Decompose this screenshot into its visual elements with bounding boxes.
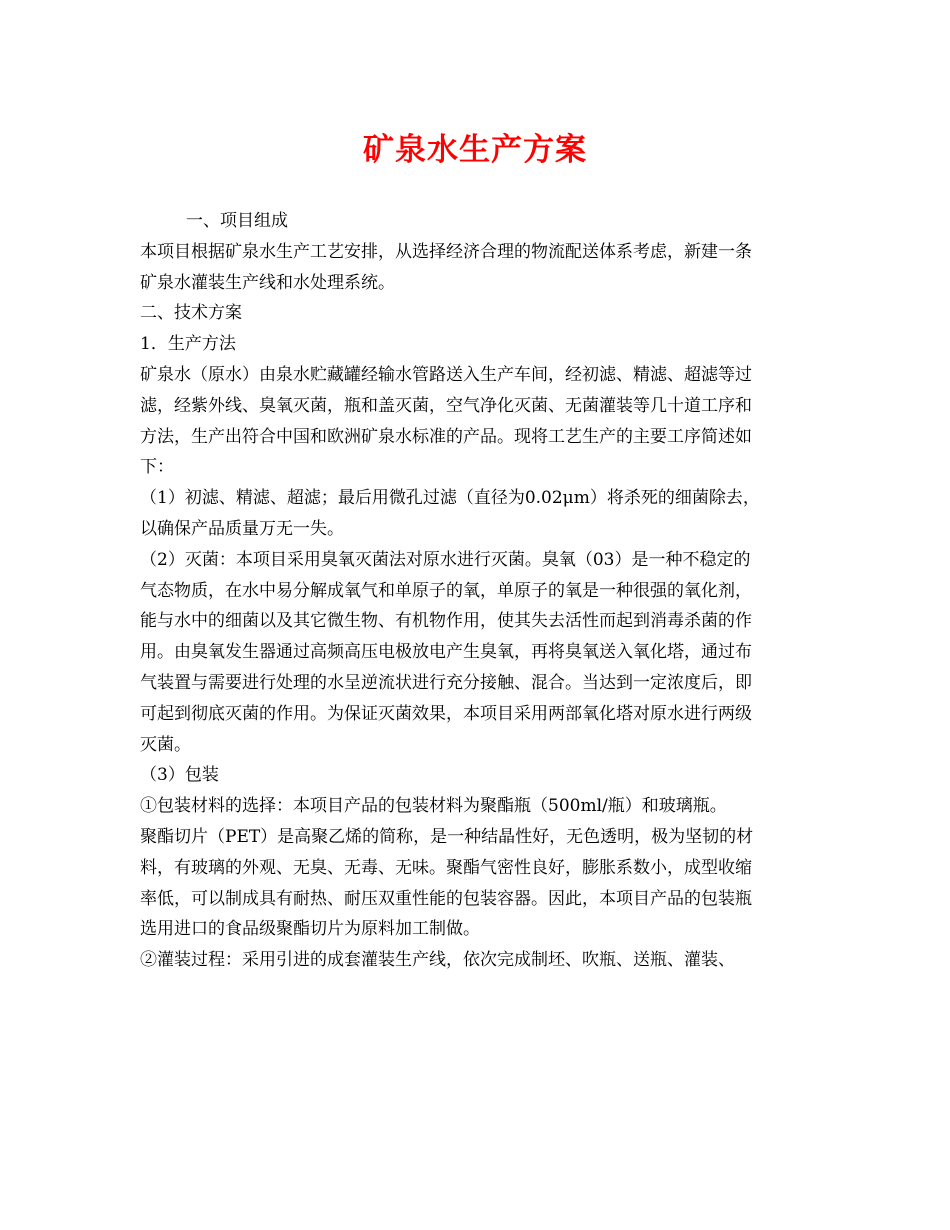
paragraph-line: 料，有玻璃的外观、无臭、无毒、无味。聚酯气密性良好，膨胀系数小，成型收缩 [140,857,752,878]
paragraph-line: 灭菌。 [140,734,191,755]
paragraph-line: 矿泉水灌装生产线和水处理系统。 [140,272,395,293]
paragraph-line: 能与水中的细菌以及其它微生物、有机物作用，使其失去活性而起到消毒杀菌的作 [140,611,752,632]
paragraph-line: 以确保产品质量万无一失。 [140,518,344,539]
paragraph-line: ①包装材料的选择：本项目产品的包装材料为聚酯瓶（500ml/瓶）和玻璃瓶。 [140,796,727,817]
paragraph-line: 气装置与需要进行处理的水呈逆流状进行充分接触、混合。当达到一定浓度后，即 [140,672,752,693]
section-heading-project-composition: 一、项目组成 [186,211,288,231]
paragraph-line: ②灌装过程：采用引进的成套灌装生产线，依次完成制坯、吹瓶、送瓶、灌装、 [140,950,735,971]
paragraph-line: 选用进口的食品级聚酯切片为原料加工制做。 [140,919,480,940]
paragraph-line: 可起到彻底灭菌的作用。为保证灭菌效果，本项目采用两部氧化塔对原水进行两级 [140,703,752,724]
paragraph-line: （1）初滤、精滤、超滤；最后用微孔过滤（直径为0.02μm）将杀死的细菌除去， [140,488,760,509]
paragraph-line: 聚酯切片（PET）是高聚乙烯的简称，是一种结晶性好，无色透明，极为坚韧的材 [140,826,754,847]
paragraph-line: 滤，经紫外线、臭氧灭菌，瓶和盖灭菌，空气净化灭菌、无菌灌装等几十道工序和 [140,395,752,416]
document-title: 矿泉水生产方案 [363,132,587,168]
paragraph-line: 下： [140,457,174,478]
paragraph-line: （2）灭菌：本项目采用臭氧灭菌法对原水进行灭菌。臭氧（03）是一种不稳定的 [140,549,751,570]
paragraph-line: 本项目根据矿泉水生产工艺安排，从选择经济合理的物流配送体系考虑，新建一条 [140,241,752,262]
section-heading-technical-plan: 二、技术方案 [140,303,242,324]
paragraph-line: 用。由臭氧发生器通过高频高压电极放电产生臭氧，再将臭氧送入氧化塔，通过布 [140,642,752,663]
paragraph-line: 矿泉水（原水）由泉水贮藏罐经输水管路送入生产车间，经初滤、精滤、超滤等过 [140,364,752,385]
paragraph-line: 率低，可以制成具有耐热、耐压双重性能的包装容器。因此，本项目产品的包装瓶 [140,888,752,909]
paragraph-line: 气态物质，在水中易分解成氧气和单原子的氧，单原子的氧是一种很强的氧化剂， [140,580,752,601]
subsection-heading-packaging: （3）包装 [140,765,219,786]
document-body [140,206,820,976]
paragraph-line: 方法，生产出符合中国和欧洲矿泉水标准的产品。现将工艺生产的主要工序简述如 [140,426,752,447]
subsection-heading-production-method: 1．生产方法 [140,334,236,355]
